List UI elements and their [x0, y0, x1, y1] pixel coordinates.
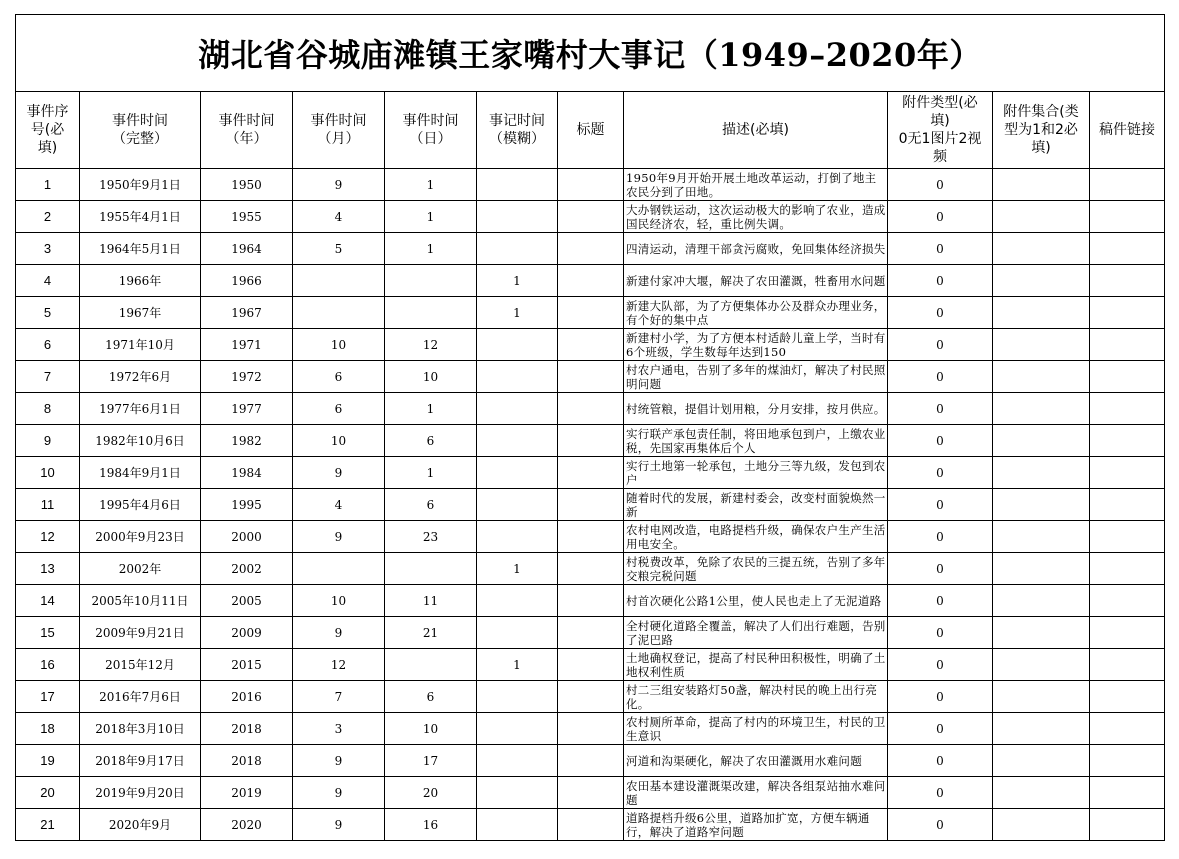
cell-attachment-type: 0	[888, 777, 993, 809]
table-row	[16, 361, 1165, 393]
page-title: 湖北省谷城庙滩镇王家嘴村大事记（1949–2020年）	[16, 15, 1165, 92]
table-row	[16, 489, 1165, 521]
cell-title	[558, 201, 624, 233]
table-row	[16, 681, 1165, 713]
cell-fuzzy: 1	[477, 553, 558, 585]
col-header-fuzzy: 事记时间 （模糊）	[477, 92, 558, 169]
table-row	[16, 809, 1165, 841]
cell-fuzzy	[477, 425, 558, 457]
col-header-title: 标题	[558, 92, 624, 169]
table-row	[16, 585, 1165, 617]
cell-fuzzy	[477, 745, 558, 777]
cell-seq: 8	[16, 393, 80, 425]
cell-month	[293, 553, 385, 585]
cell-fuzzy	[477, 521, 558, 553]
col-header-attachment-type: 附件类型(必 填) 0无1图片2视 频	[888, 92, 993, 169]
cell-month: 9	[293, 457, 385, 489]
cell-day: 12	[385, 329, 477, 361]
cell-title	[558, 425, 624, 457]
cell-fuzzy	[477, 329, 558, 361]
cell-link	[1090, 201, 1165, 233]
cell-link	[1090, 745, 1165, 777]
col-header-description: 描述(必填)	[624, 92, 888, 169]
cell-attachment-set	[993, 361, 1090, 393]
cell-attachment-set	[993, 553, 1090, 585]
cell-seq: 14	[16, 585, 80, 617]
cell-seq: 16	[16, 649, 80, 681]
cell-year: 2020	[201, 809, 293, 841]
cell-year: 2005	[201, 585, 293, 617]
cell-month: 12	[293, 649, 385, 681]
cell-link	[1090, 329, 1165, 361]
cell-year: 1966	[201, 265, 293, 297]
cell-seq: 17	[16, 681, 80, 713]
cell-title	[558, 489, 624, 521]
cell-seq: 1	[16, 169, 80, 201]
cell-seq: 18	[16, 713, 80, 745]
cell-full-date: 1950年9月1日	[80, 169, 201, 201]
cell-full-date: 2020年9月	[80, 809, 201, 841]
cell-description: 新建大队部，为了方便集体办公及群众办理业务，有个好的集中点	[624, 297, 888, 329]
cell-year: 2016	[201, 681, 293, 713]
table-row	[16, 777, 1165, 809]
cell-link	[1090, 521, 1165, 553]
cell-attachment-set	[993, 809, 1090, 841]
cell-description: 随着时代的发展，新建村委会，改变村面貌焕然一新	[624, 489, 888, 521]
cell-title	[558, 297, 624, 329]
cell-attachment-type: 0	[888, 681, 993, 713]
cell-attachment-type: 0	[888, 457, 993, 489]
cell-fuzzy: 1	[477, 297, 558, 329]
cell-description: 四清运动，清理干部贪污腐败，免回集体经济损失	[624, 233, 888, 265]
cell-description: 农村厕所革命，提高了村内的环境卫生，村民的卫生意识	[624, 713, 888, 745]
cell-link	[1090, 617, 1165, 649]
cell-day: 1	[385, 393, 477, 425]
cell-month	[293, 297, 385, 329]
cell-link	[1090, 585, 1165, 617]
col-header-year: 事件时间 （年）	[201, 92, 293, 169]
cell-attachment-type: 0	[888, 745, 993, 777]
cell-link	[1090, 393, 1165, 425]
table-row	[16, 265, 1165, 297]
cell-year: 2015	[201, 649, 293, 681]
cell-attachment-set	[993, 617, 1090, 649]
cell-attachment-set	[993, 457, 1090, 489]
cell-full-date: 2018年9月17日	[80, 745, 201, 777]
cell-description: 全村硬化道路全覆盖，解决了人们出行难题，告别了泥巴路	[624, 617, 888, 649]
cell-title	[558, 809, 624, 841]
cell-attachment-set	[993, 297, 1090, 329]
cell-fuzzy	[477, 681, 558, 713]
cell-month	[293, 265, 385, 297]
cell-seq: 10	[16, 457, 80, 489]
cell-month: 4	[293, 201, 385, 233]
cell-attachment-type: 0	[888, 297, 993, 329]
cell-title	[558, 329, 624, 361]
cell-seq: 20	[16, 777, 80, 809]
cell-seq: 4	[16, 265, 80, 297]
col-header-full-date: 事件时间 （完整）	[80, 92, 201, 169]
cell-year: 1982	[201, 425, 293, 457]
cell-attachment-set	[993, 681, 1090, 713]
cell-attachment-type: 0	[888, 521, 993, 553]
cell-description: 新建付家冲大堰，解决了农田灌溉，牲畜用水问题	[624, 265, 888, 297]
cell-day: 1	[385, 201, 477, 233]
cell-year: 1955	[201, 201, 293, 233]
cell-day: 6	[385, 489, 477, 521]
cell-month: 9	[293, 521, 385, 553]
cell-description: 河道和沟渠硬化，解决了农田灌溉用水难问题	[624, 745, 888, 777]
cell-full-date: 1984年9月1日	[80, 457, 201, 489]
cell-seq: 13	[16, 553, 80, 585]
cell-year: 1972	[201, 361, 293, 393]
table-row	[16, 553, 1165, 585]
cell-attachment-set	[993, 265, 1090, 297]
cell-day: 11	[385, 585, 477, 617]
cell-seq: 15	[16, 617, 80, 649]
cell-month: 10	[293, 425, 385, 457]
cell-description: 实行土地第一轮承包，土地分三等九级，发包到农户	[624, 457, 888, 489]
cell-month: 9	[293, 809, 385, 841]
cell-attachment-set	[993, 201, 1090, 233]
cell-attachment-type: 0	[888, 329, 993, 361]
cell-title	[558, 169, 624, 201]
cell-description: 1950年9月开始开展土地改革运动，打倒了地主农民分到了田地。	[624, 169, 888, 201]
cell-full-date: 1966年	[80, 265, 201, 297]
cell-description: 实行联产承包责任制，将田地承包到户，上缴农业税，先国家再集体后个人	[624, 425, 888, 457]
cell-year: 2000	[201, 521, 293, 553]
cell-link	[1090, 553, 1165, 585]
col-header-month: 事件时间 （月）	[293, 92, 385, 169]
cell-link	[1090, 425, 1165, 457]
cell-seq: 19	[16, 745, 80, 777]
cell-title	[558, 745, 624, 777]
cell-day: 1	[385, 233, 477, 265]
cell-fuzzy	[477, 777, 558, 809]
cell-month: 7	[293, 681, 385, 713]
cell-title	[558, 457, 624, 489]
cell-attachment-type: 0	[888, 649, 993, 681]
cell-fuzzy	[477, 233, 558, 265]
cell-year: 2018	[201, 713, 293, 745]
cell-month: 10	[293, 329, 385, 361]
cell-seq: 5	[16, 297, 80, 329]
cell-fuzzy	[477, 201, 558, 233]
cell-day	[385, 553, 477, 585]
cell-year: 2018	[201, 745, 293, 777]
cell-title	[558, 649, 624, 681]
cell-title	[558, 681, 624, 713]
cell-fuzzy	[477, 617, 558, 649]
cell-link	[1090, 649, 1165, 681]
cell-description: 农村电网改造，电路提档升级，确保农户生产生活用电安全。	[624, 521, 888, 553]
cell-day: 16	[385, 809, 477, 841]
cell-description: 土地确权登记，提高了村民种田积极性，明确了土地权利性质	[624, 649, 888, 681]
cell-day: 17	[385, 745, 477, 777]
cell-year: 1967	[201, 297, 293, 329]
cell-day: 21	[385, 617, 477, 649]
table-row	[16, 713, 1165, 745]
cell-description: 村农户通电，告别了多年的煤油灯，解决了村民照明问题	[624, 361, 888, 393]
cell-link	[1090, 265, 1165, 297]
cell-description: 农田基本建设灌溉渠改建，解决各组泵站抽水难问题	[624, 777, 888, 809]
cell-fuzzy	[477, 489, 558, 521]
cell-attachment-set	[993, 521, 1090, 553]
cell-title	[558, 233, 624, 265]
cell-day: 20	[385, 777, 477, 809]
cell-full-date: 2018年3月10日	[80, 713, 201, 745]
cell-month: 9	[293, 777, 385, 809]
cell-month: 9	[293, 617, 385, 649]
cell-full-date: 2016年7月6日	[80, 681, 201, 713]
cell-full-date: 2000年9月23日	[80, 521, 201, 553]
cell-link	[1090, 681, 1165, 713]
cell-attachment-set	[993, 169, 1090, 201]
cell-seq: 7	[16, 361, 80, 393]
cell-fuzzy	[477, 713, 558, 745]
cell-title	[558, 521, 624, 553]
cell-full-date: 2005年10月11日	[80, 585, 201, 617]
cell-description: 大办钢铁运动，这次运动极大的影响了农业，造成国民经济农，轻，重比例失调。	[624, 201, 888, 233]
cell-attachment-set	[993, 745, 1090, 777]
cell-fuzzy	[477, 169, 558, 201]
cell-year: 1984	[201, 457, 293, 489]
cell-full-date: 1995年4月6日	[80, 489, 201, 521]
cell-day: 6	[385, 425, 477, 457]
cell-link	[1090, 713, 1165, 745]
cell-link	[1090, 489, 1165, 521]
cell-attachment-type: 0	[888, 169, 993, 201]
table-row	[16, 393, 1165, 425]
table-body	[16, 169, 1165, 841]
cell-attachment-set	[993, 233, 1090, 265]
cell-full-date: 2002年	[80, 553, 201, 585]
table-row	[16, 745, 1165, 777]
col-header-seq: 事件序 号(必 填)	[16, 92, 80, 169]
cell-seq: 12	[16, 521, 80, 553]
cell-attachment-type: 0	[888, 585, 993, 617]
table-row	[16, 617, 1165, 649]
cell-full-date: 2019年9月20日	[80, 777, 201, 809]
cell-attachment-set	[993, 649, 1090, 681]
cell-full-date: 2009年9月21日	[80, 617, 201, 649]
cell-day	[385, 649, 477, 681]
spreadsheet	[15, 14, 1165, 841]
col-header-attachment-set: 附件集合(类 型为1和2必 填)	[993, 92, 1090, 169]
cell-day: 1	[385, 457, 477, 489]
cell-day: 23	[385, 521, 477, 553]
cell-seq: 11	[16, 489, 80, 521]
cell-link	[1090, 233, 1165, 265]
cell-month: 6	[293, 393, 385, 425]
cell-year: 1995	[201, 489, 293, 521]
cell-description: 村税费改革，免除了农民的三提五统，告别了多年交粮完税问题	[624, 553, 888, 585]
events-table	[15, 14, 1165, 841]
cell-attachment-type: 0	[888, 713, 993, 745]
cell-attachment-type: 0	[888, 361, 993, 393]
cell-full-date: 1967年	[80, 297, 201, 329]
table-row	[16, 521, 1165, 553]
cell-full-date: 1977年6月1日	[80, 393, 201, 425]
cell-link	[1090, 777, 1165, 809]
cell-full-date: 2015年12月	[80, 649, 201, 681]
cell-day	[385, 265, 477, 297]
table-row	[16, 329, 1165, 361]
cell-title	[558, 553, 624, 585]
cell-fuzzy	[477, 809, 558, 841]
cell-attachment-set	[993, 489, 1090, 521]
cell-fuzzy	[477, 457, 558, 489]
cell-description: 村二三组安装路灯50盏，解决村民的晚上出行亮化。	[624, 681, 888, 713]
cell-attachment-type: 0	[888, 265, 993, 297]
cell-description: 新建村小学，为了方便本村适龄儿童上学，当时有6个班级，学生数每年达到150	[624, 329, 888, 361]
cell-year: 1971	[201, 329, 293, 361]
cell-attachment-set	[993, 713, 1090, 745]
cell-month: 10	[293, 585, 385, 617]
cell-seq: 2	[16, 201, 80, 233]
cell-month: 9	[293, 745, 385, 777]
cell-seq: 21	[16, 809, 80, 841]
cell-year: 2019	[201, 777, 293, 809]
cell-title	[558, 777, 624, 809]
cell-attachment-type: 0	[888, 489, 993, 521]
cell-year: 1977	[201, 393, 293, 425]
cell-title	[558, 713, 624, 745]
cell-month: 3	[293, 713, 385, 745]
cell-month: 5	[293, 233, 385, 265]
cell-attachment-set	[993, 329, 1090, 361]
header-row	[16, 92, 1165, 169]
cell-link	[1090, 169, 1165, 201]
cell-attachment-type: 0	[888, 425, 993, 457]
cell-month: 4	[293, 489, 385, 521]
cell-title	[558, 393, 624, 425]
cell-fuzzy: 1	[477, 265, 558, 297]
cell-seq: 3	[16, 233, 80, 265]
col-header-day: 事件时间 （日）	[385, 92, 477, 169]
cell-full-date: 1955年4月1日	[80, 201, 201, 233]
table-row	[16, 297, 1165, 329]
cell-title	[558, 361, 624, 393]
col-header-link: 稿件链接	[1090, 92, 1165, 169]
table-row	[16, 457, 1165, 489]
cell-fuzzy	[477, 361, 558, 393]
cell-attachment-type: 0	[888, 617, 993, 649]
cell-link	[1090, 809, 1165, 841]
cell-link	[1090, 297, 1165, 329]
cell-day: 10	[385, 713, 477, 745]
cell-attachment-set	[993, 777, 1090, 809]
cell-year: 1950	[201, 169, 293, 201]
cell-title	[558, 585, 624, 617]
cell-day: 10	[385, 361, 477, 393]
cell-description: 村首次硬化公路1公里，使人民也走上了无泥道路	[624, 585, 888, 617]
cell-link	[1090, 361, 1165, 393]
cell-attachment-type: 0	[888, 809, 993, 841]
cell-month: 6	[293, 361, 385, 393]
cell-attachment-type: 0	[888, 553, 993, 585]
cell-attachment-type: 0	[888, 201, 993, 233]
cell-description: 道路提档升级6公里，道路加扩宽，方便车辆通行，解决了道路窄问题	[624, 809, 888, 841]
cell-full-date: 1964年5月1日	[80, 233, 201, 265]
cell-day	[385, 297, 477, 329]
table-row	[16, 233, 1165, 265]
cell-year: 2002	[201, 553, 293, 585]
cell-month: 9	[293, 169, 385, 201]
cell-seq: 9	[16, 425, 80, 457]
cell-attachment-type: 0	[888, 233, 993, 265]
table-row	[16, 201, 1165, 233]
cell-day: 1	[385, 169, 477, 201]
cell-full-date: 1982年10月6日	[80, 425, 201, 457]
table-row	[16, 649, 1165, 681]
cell-day: 6	[385, 681, 477, 713]
cell-fuzzy	[477, 393, 558, 425]
table-row	[16, 169, 1165, 201]
cell-seq: 6	[16, 329, 80, 361]
cell-year: 1964	[201, 233, 293, 265]
cell-attachment-set	[993, 585, 1090, 617]
cell-full-date: 1971年10月	[80, 329, 201, 361]
cell-year: 2009	[201, 617, 293, 649]
cell-attachment-set	[993, 393, 1090, 425]
cell-fuzzy: 1	[477, 649, 558, 681]
cell-full-date: 1972年6月	[80, 361, 201, 393]
cell-attachment-type: 0	[888, 393, 993, 425]
cell-link	[1090, 457, 1165, 489]
cell-title	[558, 617, 624, 649]
table-row	[16, 425, 1165, 457]
cell-title	[558, 265, 624, 297]
cell-attachment-set	[993, 425, 1090, 457]
cell-fuzzy	[477, 585, 558, 617]
cell-description: 村统管粮，提倡计划用粮，分月安排，按月供应。	[624, 393, 888, 425]
